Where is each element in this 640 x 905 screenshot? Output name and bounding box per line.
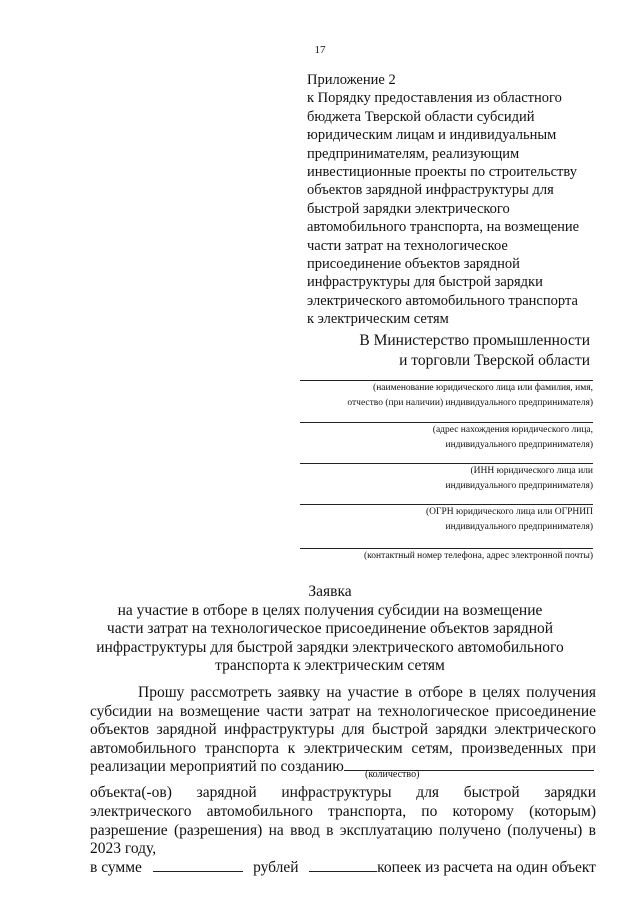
appendix-line: быстрой зарядки электрического [307,200,510,217]
appendix-line: объектов зарядной инфраструктуры для [307,182,554,199]
title-line: на участие в отборе в целях получения субсидии на возмещение [117,601,543,619]
kopecks-fill-line[interactable] [309,859,377,872]
request-text: Прошу рассмотреть заявку на участие в отборе в целях получения субсидии на возмещение части затрат на технологическое присоединение объектов зарядной инфраструктуры для быстрой зарядки электрического автомобильного транспорта к электрическим сетям, произведенных при реализации мероприятий по созданию [90,684,596,775]
field-hint: отчество (при наличии) индивидуального предпринимателя) [347,398,593,408]
recipient-line-1: В Министерство промышленности [359,332,590,349]
sum-line [90,859,596,878]
request-paragraph-continued [90,784,596,878]
field-hint: (контактный номер телефона, адрес электронной почты) [364,551,593,561]
continued-text: объекта(-ов) зарядной инфраструктуры для быстрой зарядки электрического автомобильного транспорта, по которому (которым) разрешение (разрешения) на ввод в эксплуатацию получено (получены) в 2023 году, [90,784,596,858]
applicant-ogrn-field[interactable] [300,504,593,535]
appendix-line: присоединение объектов зарядной [307,256,520,273]
appendix-line: инфраструктуры для быстрой зарядки [307,274,543,291]
field-hint: (адрес нахождения юридического лица, [432,425,593,435]
appendix-line: к электрическим сетям [307,311,449,328]
quantity-hint: (количество) [365,769,420,780]
title-heading: Заявка [308,583,352,600]
appendix-line: бюджета Тверской области субсидий [307,108,535,125]
recipient-block [320,331,590,370]
rubles-label: рублей [253,859,299,877]
title-line: транспорта к электрическим сетям [215,657,445,674]
title-line: инфраструктуры для быстрой зарядки электрического автомобильного [96,638,564,656]
application-title [60,583,600,676]
applicant-fields [300,366,593,564]
request-paragraph [90,684,596,777]
appendix-block [307,71,607,329]
applicant-name-field[interactable] [300,380,593,411]
field-hint: (ИНН юридического лица или [470,466,593,476]
recipient-line-2: и торговли Тверской области [399,351,590,369]
field-hint: индивидуального предпринимателя) [445,440,593,450]
appendix-line: инвестиционные проекты по строительству [307,164,577,181]
applicant-inn-field[interactable] [300,463,593,494]
appendix-line: электрического автомобильного транспорта [307,292,578,309]
title-line: части затрат на технологическое присоединение объектов зарядной [106,620,554,637]
applicant-address-field[interactable] [300,422,593,453]
field-hint: индивидуального предпринимателя) [445,481,593,491]
appendix-line: части затрат на технологическое [307,237,508,254]
rubles-fill-line[interactable] [153,859,243,872]
appendix-heading: Приложение 2 [307,72,396,88]
in-sum-label: в сумме [90,859,142,877]
field-hint: (наименование юридического лица или фамилия, имя, [373,383,593,393]
field-hint: индивидуального предпринимателя) [445,522,593,532]
kopecks-label: копеек из расчета на один объект [377,859,596,877]
applicant-contact-field[interactable] [300,548,593,564]
appendix-line: предпринимателям, реализующим [307,145,520,162]
appendix-line: юридическим лицам и индивидуальным [307,127,557,144]
appendix-line: к Порядку предоставления из областного [307,90,562,107]
field-hint: (ОГРН юридического лица или ОГРНИП [425,507,593,517]
page-number: 17 [314,44,326,56]
appendix-line: автомобильного транспорта, на возмещение [307,219,580,236]
